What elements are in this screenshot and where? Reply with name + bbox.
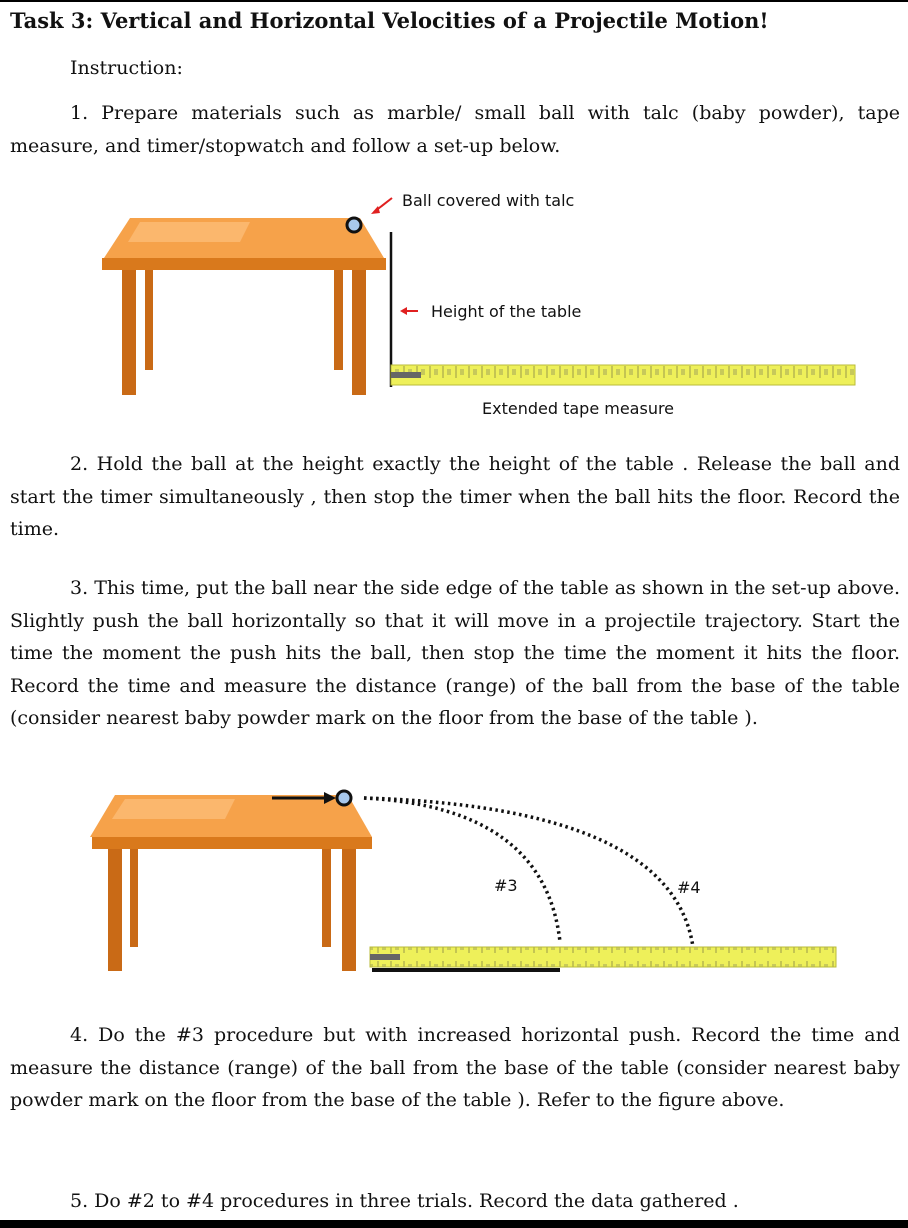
trajectory-path-3 — [364, 798, 560, 942]
step-4-text: 4. Do the #3 procedure but with increased horizontal push. Record the time and measure the distance (range) of the ball from the base of the table (consider nearest baby powder mark on the floor from the base of the table ). Refer to the figure above. — [10, 1024, 900, 1111]
ball-label: Ball covered with talc — [402, 191, 575, 210]
step-1-text: 1. Prepare materials such as marble/ small ball with talc (baby powder), tape measure, and timer/stopwatch and follow a set-up below. — [10, 102, 900, 157]
trajectory-path-4 — [364, 798, 693, 947]
table-1 — [102, 218, 386, 395]
pushed-ball — [337, 791, 351, 805]
path-3-label: #3 — [494, 876, 518, 895]
height-label: Height of the table — [431, 302, 582, 321]
task-title: Task 3: Vertical and Horizontal Velocities of a Projectile Motion! — [10, 8, 769, 33]
tape-measure-2 — [370, 947, 836, 967]
step-3-text: 3. This time, put the ball near the side edge of the table as shown in the set-up above. Slightly push the ball horizontally so that it will move in a projectile trajectory. Start the time the moment the push hits the ball, then stop the time the moment it hits the floor. Record the time and measure the distance (range) of the ball from the base of the table (consider nearest baby powder mark on the floor from the base of the table ). — [10, 577, 900, 729]
talc-ball — [347, 218, 361, 232]
setup-figure-1 — [0, 182, 908, 422]
tape-measure-1 — [391, 365, 855, 385]
step-2-text: 2. Hold the ball at the height exactly the height of the table . Release the ball and start the timer simultaneously , then stop the timer when the ball hits the floor. Record the time. — [10, 453, 900, 540]
tape-label: Extended tape measure — [482, 399, 675, 418]
path-4-label: #4 — [677, 878, 701, 897]
setup-figure-2 — [0, 777, 908, 977]
instruction-label: Instruction: — [70, 57, 183, 79]
table-2 — [90, 795, 372, 971]
step-5-text: 5. Do #2 to #4 procedures in three trials. Record the data gathered . — [70, 1190, 739, 1212]
